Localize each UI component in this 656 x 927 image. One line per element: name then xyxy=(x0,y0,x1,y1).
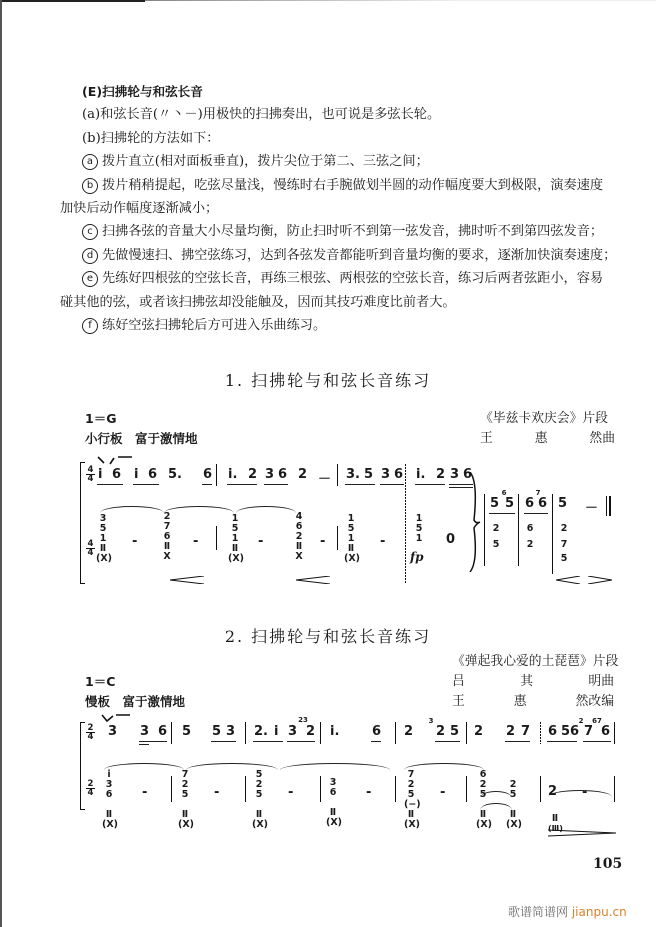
dotted-barline xyxy=(405,464,406,584)
circled-letter-icon: c xyxy=(82,224,98,240)
page-number: 105 xyxy=(593,856,623,872)
closing-brace-icon xyxy=(468,472,482,572)
circled-letter-icon: a xyxy=(82,154,98,170)
strum-marks-icon xyxy=(100,713,134,725)
time-signature: 2 4 xyxy=(87,779,94,798)
time-signature: 4 4 xyxy=(87,539,94,558)
section-heading: (E)扫拂轮与和弦长音 xyxy=(82,84,203,99)
paragraph-a: (a)和弦长音(〃丶－)用极快的扫拂奏出，也可说是多弦长轮。 xyxy=(82,107,441,123)
tempo-marking: 小行板 富于激情地 xyxy=(85,431,198,446)
chord-column: 2 7 6 Ⅱ X xyxy=(163,511,171,562)
time-signature: 4 4 xyxy=(87,465,94,484)
exercise-2-title: 2. 扫拂轮与和弦长音练习 xyxy=(224,627,432,646)
barline xyxy=(216,464,217,486)
rest: 0 xyxy=(446,532,456,547)
step-b: b 拨片稍稍提起，吃弦尽量浅，慢练时右手腕做划半圆的动作幅度要大到极限，演奏速度 xyxy=(82,174,622,197)
chord-column: 6 2 5 Ⅱ (X) xyxy=(476,769,493,830)
step-b-continuation: 加快后动作幅度逐渐减小； xyxy=(60,201,219,217)
source-title: 《弹起我心爱的土琵琶》片段 xyxy=(452,654,619,669)
technique-text xyxy=(60,80,622,337)
crescendo-icon xyxy=(170,576,204,584)
circled-letter-icon: d xyxy=(82,248,98,264)
exercise-2-source xyxy=(452,652,618,712)
dynamic-marking: fp xyxy=(410,550,424,564)
chord-column: 7 2 5 (−) Ⅱ (X) xyxy=(404,769,421,830)
chord-column: 2 5 Ⅱ (X) xyxy=(506,779,523,830)
chord-column: 3 5 1 Ⅱ (X) xyxy=(96,513,113,564)
circled-letter-icon: e xyxy=(82,271,98,287)
step-a: a 拨片直立(相对面板垂直)，拨片尖位于第二、三弦之间； xyxy=(82,150,622,173)
step-c: c 扫拂各弦的音量大小尽量均衡，防止扫时听不到第一弦发音，拂时听不到第四弦发音； xyxy=(82,220,622,243)
barline xyxy=(337,464,338,486)
chord-column: 5 2 5 Ⅱ (X) xyxy=(252,769,269,830)
scan-edge-top-dark xyxy=(0,0,145,2)
crescendo-icon xyxy=(296,576,330,584)
circled-letter-icon: b xyxy=(82,178,98,194)
chord-column: i 3 6 Ⅱ (X) xyxy=(102,769,119,830)
chord-column: 7 2 5 Ⅱ (X) xyxy=(178,769,195,830)
chord-column: 1 5 1 xyxy=(415,513,423,544)
final-barline xyxy=(609,496,611,516)
chord-column: 3 6 Ⅱ (X) xyxy=(326,777,343,828)
arranger-credit: 王 惠 然改编 xyxy=(452,694,614,709)
step-e: e 先练好四根弦的空弦长音，再练三根弦、两根弦的空弦长音，练习后两者弦距小，容易 xyxy=(82,267,622,290)
watermark: 歌谱简谱网 jianpu.cn xyxy=(508,905,627,919)
composer-credit: 吕 其 明曲 xyxy=(452,674,614,689)
key-signature: 1＝C xyxy=(85,674,116,689)
circled-letter-icon: f xyxy=(82,318,98,334)
composer-credit: 王 惠 然曲 xyxy=(480,431,615,446)
exercise-2-meta xyxy=(85,672,185,712)
exercise-1-source xyxy=(480,409,615,449)
time-signature: 2 4 xyxy=(87,723,94,742)
step-f: f 练好空弦扫拂轮后方可进入乐曲练习。 xyxy=(82,314,622,337)
exercise-1-title: 1. 扫拂轮与和弦长音练习 xyxy=(224,371,432,390)
paragraph-b: (b)扫拂轮的方法如下： xyxy=(82,130,220,146)
chord-column: 1 5 1 Ⅱ (X) xyxy=(228,513,245,564)
decrescendo-icon xyxy=(548,828,616,838)
system-bracket xyxy=(80,462,85,584)
key-signature: 1＝G xyxy=(85,411,117,426)
chord-column: 1 5 1 Ⅱ (X) xyxy=(344,513,361,564)
source-title: 《毕兹卡欢庆会》片段 xyxy=(480,411,608,426)
cresc-decresc-icon xyxy=(556,576,612,584)
chord-column: 4 6 2 Ⅱ X xyxy=(295,511,303,562)
exercise-1-meta xyxy=(85,409,198,449)
step-d: d 先做慢速扫、拂空弦练习，达到各弦发音都能听到音量均衡的要求，逐渐加快演奏速度； xyxy=(82,244,622,267)
step-e-continuation: 碰其他的弦，或者该扫拂弦却没能触及，因而其技巧难度比前者大。 xyxy=(60,294,456,310)
strum-marks-icon xyxy=(96,455,136,467)
tempo-marking: 慢板 富于激情地 xyxy=(85,694,186,709)
scan-edge-left xyxy=(0,0,2,927)
system-bracket xyxy=(80,722,85,810)
